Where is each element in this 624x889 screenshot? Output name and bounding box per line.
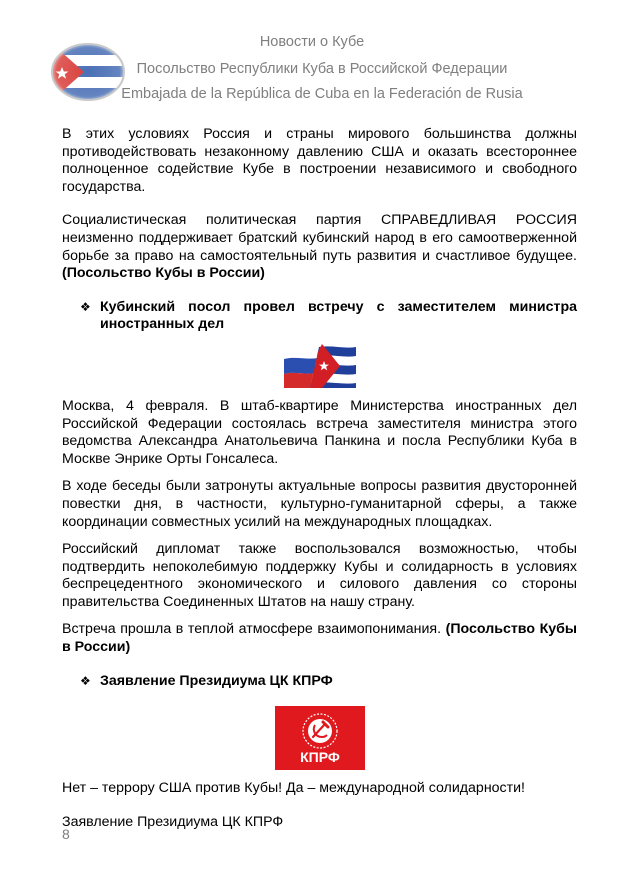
source-attribution: (Посольство Кубы в России) xyxy=(62,265,265,282)
diamond-bullet-icon: ❖ xyxy=(80,673,91,688)
paragraph xyxy=(62,621,577,656)
paragraph-text: Встреча прошла в теплой атмосфере взаимопонимания. xyxy=(62,621,446,638)
header-embassy-es: Embajada de la República de Cuba en la Federación de Rusia xyxy=(121,86,523,102)
kprf-logo-icon xyxy=(275,706,365,770)
russia-cuba-flags-icon xyxy=(284,344,356,388)
kprf-image-wrap xyxy=(62,696,577,780)
header-title: Новости о Кубе xyxy=(259,34,365,50)
paragraph: В ходе беседы были затронуты актуальные вопросы развития двусторонней повестки дня, в частности, культурно-гуманитарной сферы, а также координации совместных усилий на международных площадках. xyxy=(62,478,577,530)
paragraph-text: Социалистическая политическая партия СПРАВЕДЛИВАЯ РОССИЯ неизменно поддерживает братский кубинский народ в его самоотверженной борьбе за право на самостоятельный путь развития и счастливое будущее. xyxy=(62,212,577,264)
paragraph xyxy=(62,398,577,468)
flags-image-wrap xyxy=(62,340,577,398)
page-header xyxy=(0,0,624,110)
source-attribution: (Посольство Кубы в России) xyxy=(62,621,577,656)
section-title: Заявление Президиума ЦК КПРФ xyxy=(100,672,333,689)
paragraph: Заявление Президиума ЦК КПРФ xyxy=(62,813,284,830)
paragraph xyxy=(62,212,577,282)
page-number: 8 xyxy=(62,826,70,842)
paragraph: Российский дипломат также воспользовался возможностью, чтобы подтвердить непоколебимую поддержку Кубы и солидарность в условиях беспрецедентного экономического и силового давления со стороны правительства Соединенных Штатов на нашу страну. xyxy=(62,541,577,610)
diamond-bullet-icon: ❖ xyxy=(80,299,91,314)
kprf-logo-text: КПРФ xyxy=(299,749,340,766)
paragraph-text: Москва, 4 февраля. В штаб-квартире Министерства иностранных дел Российской Федерации состоялась встреча заместителя министра этого ведомства Александра Анатольевича Панкина и посла Республики Куба в Москве Энрике Орты Гонсалеса. xyxy=(62,397,577,467)
section-title: Кубинский посол провел встречу с заместителем министра иностранных дел xyxy=(100,298,577,333)
section-heading xyxy=(62,299,577,334)
paragraph: Нет – террору США против Кубы! Да – международной солидарности! xyxy=(62,780,525,797)
paragraph: В этих условиях Россия и страны мирового большинства должны противодействовать незаконному давлению США и оказать всестороннее полноценное содействие Кубе в построении независимого и свободного государства. xyxy=(62,126,577,195)
document-body xyxy=(62,126,577,831)
section-heading xyxy=(62,673,577,691)
header-embassy-ru: Посольство Республики Куба в Российской Федерации xyxy=(136,61,508,77)
